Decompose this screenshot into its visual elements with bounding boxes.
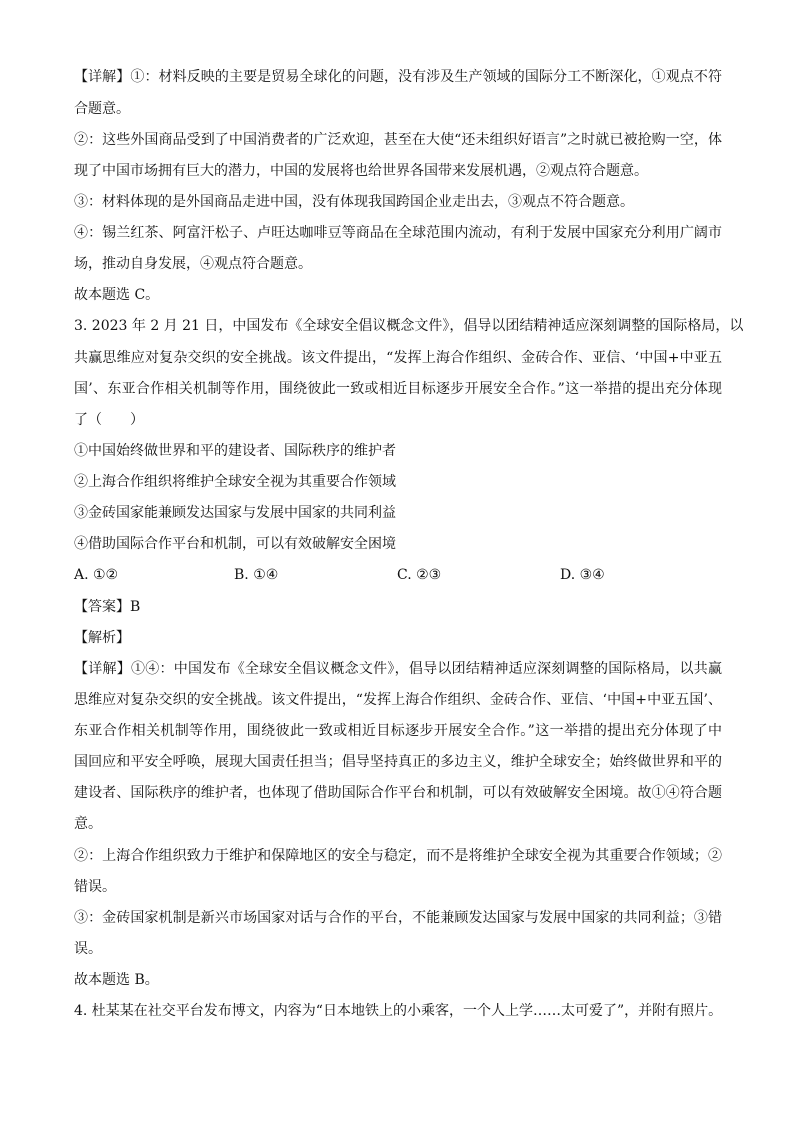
text-line: 了（ ） bbox=[74, 411, 144, 428]
text-line: 现了中国市场拥有巨大的潜力，中国的发展将也给世界各国带来发展机遇，②观点符合题意。 bbox=[74, 162, 648, 179]
option-c: C. ②③ bbox=[397, 567, 442, 584]
question-stem bbox=[74, 996, 722, 1027]
text-line: 错误。 bbox=[74, 878, 116, 895]
text-line: 4. 杜某某在社交平台发布博文，内容为“日本地铁上的小乘客，一个人上学……太可爱了”，并附有照片。 bbox=[74, 1003, 723, 1020]
explanation-point-1-4 bbox=[74, 654, 722, 841]
text-line: 【详解】①：材料反映的主要是贸易全球化的问题，没有涉及生产领域的国际分工不断深化，①观点不符 bbox=[74, 69, 722, 86]
answer-conclusion: 故本题选 C。 bbox=[74, 287, 160, 304]
statement-item: ①中国始终做世界和平的建设者、国际秩序的维护者 bbox=[74, 442, 396, 459]
text-line: 东亚合作相关机制等作用，围绕彼此一致或相近目标逐步开展安全合作。”这一举措的提出充分体现了中 bbox=[74, 723, 722, 740]
explanation-point-3 bbox=[74, 903, 722, 965]
text-line: 思维应对复杂交织的安全挑战。该文件提出，“发挥上海合作组织、金砖合作、亚信、‘中国+中亚五国’、 bbox=[74, 691, 722, 708]
answer-conclusion: 故本题选 B。 bbox=[74, 972, 159, 989]
option-d: D. ③④ bbox=[560, 567, 605, 584]
answer-options bbox=[74, 560, 722, 591]
analysis-heading: 【解析】 bbox=[74, 629, 130, 646]
text-line: 国’、东亚合作相关机制等作用，围绕彼此一致或相近目标逐步开展安全合作。”这一举措的提出充分体现 bbox=[74, 380, 722, 397]
question-stem bbox=[74, 311, 744, 436]
option-a: A. ①② bbox=[74, 567, 119, 584]
text-line: 合题意。 bbox=[74, 100, 130, 117]
answer-label: 【答案】B bbox=[74, 598, 141, 615]
text-line: 共赢思维应对复杂交织的安全挑战。该文件提出，“发挥上海合作组织、金砖合作、亚信、‘中国+中亚五 bbox=[74, 349, 722, 366]
question-3 bbox=[74, 311, 744, 996]
text-line: 建设者、国际秩序的维护者，也体现了借助国际合作平台和机制，可以有效破解安全困境。故①④符合题 bbox=[74, 785, 722, 802]
text-line: ④：锡兰红茶、阿富汗松子、卢旺达咖啡豆等商品在全球范围内流动，有利于发展中国家充分利用广阔市 bbox=[74, 225, 722, 242]
explanation-point-2 bbox=[74, 125, 722, 187]
text-line: 场，推动自身发展，④观点符合题意。 bbox=[74, 256, 312, 273]
explanation-point-4 bbox=[74, 218, 722, 280]
text-line: 3. 2023 年 2 月 21 日，中国发布《全球安全倡议概念文件》，倡导以团结精神适应深刻调整的国际格局，以 bbox=[74, 318, 744, 335]
statement-item: ④借助国际合作平台和机制，可以有效破解安全困境 bbox=[74, 536, 396, 553]
text-line: 【详解】①④：中国发布《全球安全倡议概念文件》，倡导以团结精神适应深刻调整的国际格局，以共赢 bbox=[74, 660, 722, 677]
text-line: 误。 bbox=[74, 940, 102, 957]
statement-item: ②上海合作组织将维护全球安全视为其重要合作领域 bbox=[74, 474, 396, 491]
text-line: ③：金砖国家机制是新兴市场国家对话与合作的平台，不能兼顾发达国家与发展中国家的共同利益；③错 bbox=[74, 909, 722, 926]
explanation-point-1 bbox=[74, 62, 722, 124]
q2-explanation bbox=[74, 62, 722, 311]
text-line: 国回应和平安全呼唤，展现大国责任担当；倡导坚持真正的多边主义，维护全球安全；始终做世界和平的 bbox=[74, 754, 722, 771]
statement-list bbox=[74, 436, 722, 561]
text-line: ②：这些外国商品受到了中国消费者的广泛欢迎，甚至在大使“还未组织好语言”之时就已被抢购一空，体 bbox=[74, 131, 722, 148]
text-line: 意。 bbox=[74, 816, 102, 833]
explanation-point-2 bbox=[74, 841, 722, 903]
statement-item: ③金砖国家能兼顾发达国家与发展中国家的共同利益 bbox=[74, 505, 396, 522]
text-line: ③：材料体现的是外国商品走进中国，没有体现我国跨国企业走出去，③观点不符合题意。 bbox=[74, 193, 634, 210]
option-b: B. ①④ bbox=[234, 567, 279, 584]
text-line: ②：上海合作组织致力于维护和保障地区的安全与稳定，而不是将维护全球安全视为其重要合作领域；② bbox=[74, 847, 722, 864]
explanation-point-3 bbox=[74, 187, 722, 218]
question-4 bbox=[74, 996, 722, 1027]
